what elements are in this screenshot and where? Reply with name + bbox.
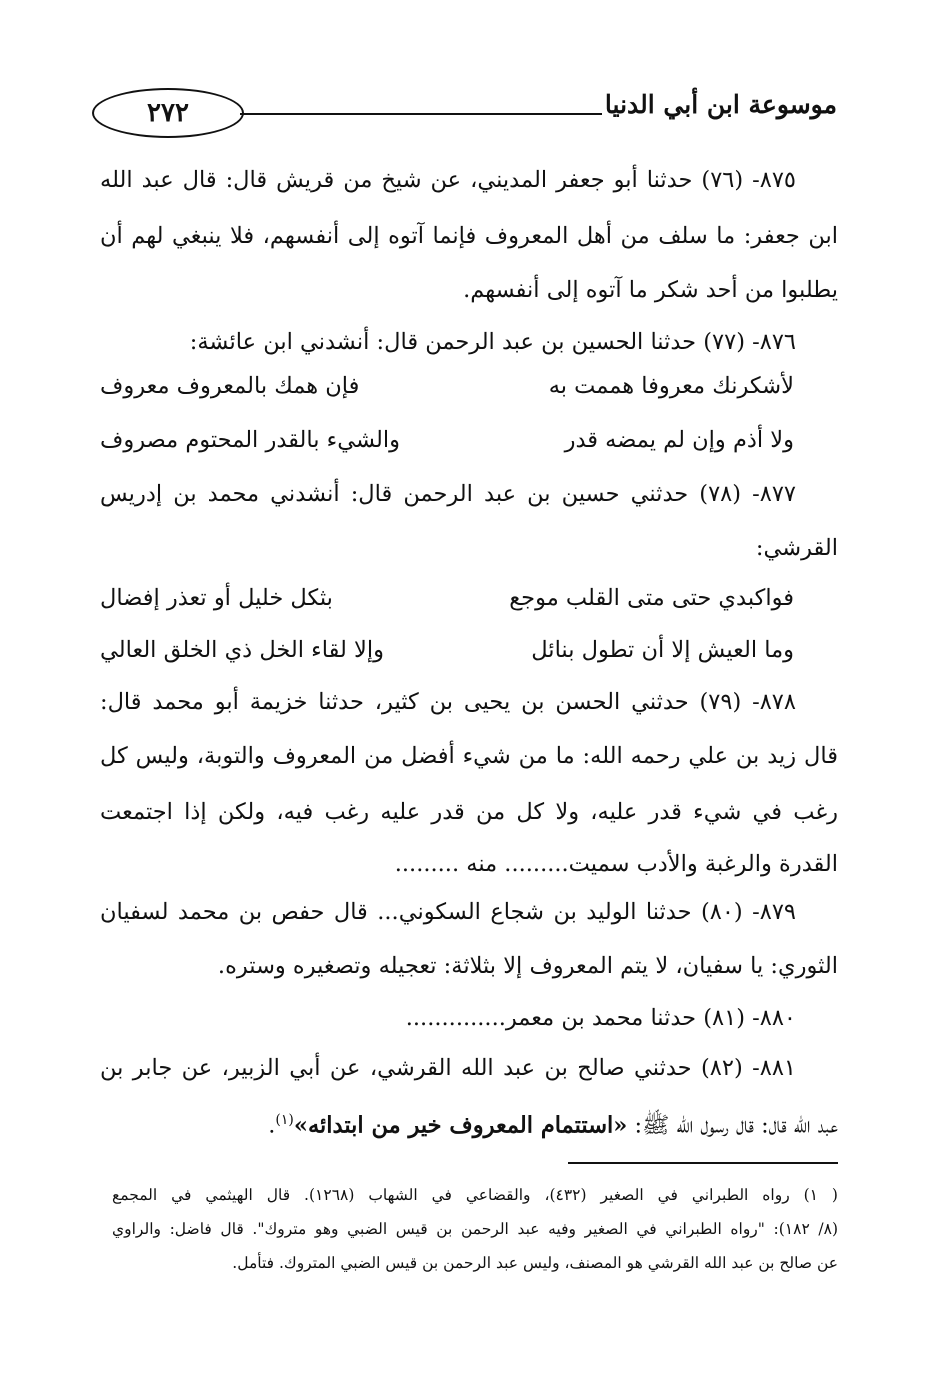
book-title: موسوعة ابن أبي الدنيا: [604, 90, 837, 119]
header-rule: [240, 113, 602, 115]
text-line: ٨٨١- (٨٢) حدثني صالح بن عبد الله القرشي، عن أبي الزبير، عن جابر بن: [100, 1055, 796, 1081]
text-line: رغب في شيء قدر عليه، ولا كل من قدر عليه رغب فيه، ولكن إذا اجتمعت: [100, 799, 838, 825]
verse-second-half: فإن همك بالمعروف معروف: [100, 373, 360, 399]
poem-verse: [100, 630, 794, 670]
text-line: ٨٨٠- (٨١) حدثنا محمد بن معمر..............: [405, 1005, 796, 1031]
hadith-intro: عبد الله قال: قال رسول الله ﷺ:: [627, 1112, 838, 1139]
verse-second-half: والشيء بالقدر المحتوم مصروف: [100, 427, 401, 453]
footnote-line: عن صالح بن عبد الله القرشي هو المصنف، وليس عبد الرحمن بن قيس الضبي المتروك. فتأمل.: [232, 1254, 838, 1272]
text-line: يطلبوا من أحد شكر ما آتوه إلى أنفسهم.: [463, 277, 838, 303]
page-header: [92, 86, 837, 138]
text-line: ٨٧٩- (٨٠) حدثنا الوليد بن شجاع السكوني... قال حفص بن محمد لسفيان: [100, 899, 796, 925]
poem-verse: [100, 578, 794, 618]
verse-first-half: ولا أذم وإن لم يمضه قدر: [564, 427, 794, 453]
footnote-rule: [568, 1162, 838, 1164]
hadith-text: «استتمام المعروف خير من ابتدائه»: [293, 1112, 628, 1139]
poem-verse: [100, 420, 794, 460]
text-line: ٨٧٥- (٧٦) حدثنا أبو جعفر المديني، عن شيخ من قريش قال: قال عبد الله: [100, 167, 796, 193]
text-line: قال زيد بن علي رحمه الله: ما من شيء أفضل من المعروف والتوبة، وليس كل: [100, 743, 838, 769]
text-line: ابن جعفر: ما سلف من أهل المعروف فإنما آتوه إلى أنفسهم، فلا ينبغي لهم أن: [100, 223, 838, 249]
page-number: ٢٧٢: [92, 88, 244, 138]
verse-first-half: وما العيش إلا أن تطول بنائل: [531, 637, 794, 663]
verse-first-half: لأشكرنك معروفا هممت به: [548, 373, 794, 399]
text-line: ٨٧٧- (٧٨) حدثني حسين بن عبد الرحمن قال: أنشدني محمد بن إدريس: [100, 481, 796, 507]
verse-second-half: بثكل خليل أو تعذر إفضال: [100, 585, 333, 611]
text-line: القدرة والرغبة والأدب سميت......... منه .........: [394, 851, 838, 877]
poem-verse: [100, 366, 794, 406]
verse-second-half: وإلا لقاء الخل ذي الخلق العالي: [100, 637, 384, 663]
text-line: الثوري: يا سفيان، لا يتم المعروف إلا بثلاثة: تعجيله وتصغيره وستره.: [217, 953, 838, 979]
text-line: [100, 1100, 838, 1140]
sentence-end: .: [268, 1112, 276, 1139]
footnote-line: ( ١) رواه الطبراني في الصغير (٤٣٢)، والقضاعي في الشهاب (١٢٦٨). قال الهيثمي في المجمع: [112, 1186, 838, 1204]
footnote-marker: (١): [275, 1112, 294, 1128]
text-line: القرشي:: [755, 535, 838, 561]
verse-first-half: فواكبدي حتى متى القلب موجع: [509, 585, 794, 611]
footnote-line: (٨/ ١٨٢): "رواه الطبراني في الصغير وفيه عبد الرحمن بن قيس الضبي وهو متروك". قال فاضل: والراوي: [112, 1220, 838, 1238]
text-line: ٨٧٦- (٧٧) حدثنا الحسين بن عبد الرحمن قال: أنشدني ابن عائشة:: [189, 329, 796, 355]
text-line: ٨٧٨- (٧٩) حدثني الحسن بن يحيى بن كثير، حدثنا خزيمة أبو محمد قال:: [100, 689, 796, 715]
